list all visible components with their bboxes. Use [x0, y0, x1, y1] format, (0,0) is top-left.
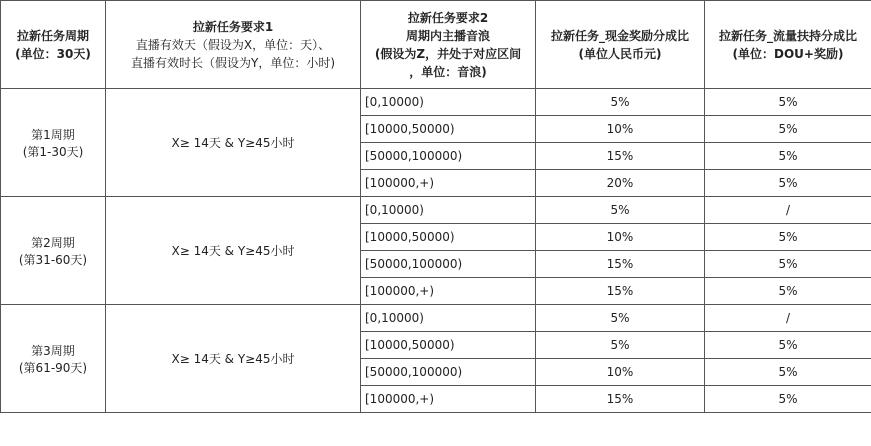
cash-cell: 15%	[536, 386, 705, 413]
header-line: 拉新任务要求2	[407, 10, 489, 25]
cash-cell: 15%	[536, 278, 705, 305]
range-cell: [50000,100000)	[361, 251, 536, 278]
header-line: ，单位：音浪)	[409, 64, 487, 79]
range-cell: [0,10000)	[361, 89, 536, 116]
traffic-cell: 5%	[705, 170, 871, 197]
header-line: 直播有效天（假设为X，单位：天）、	[135, 37, 331, 52]
cash-cell: 5%	[536, 305, 705, 332]
traffic-cell: /	[705, 197, 871, 224]
range-cell: [10000,50000)	[361, 332, 536, 359]
range-cell: [10000,50000)	[361, 224, 536, 251]
header-req1	[106, 1, 361, 89]
header-line: (单位：30天)	[15, 46, 91, 61]
period-name: 第2周期	[31, 235, 75, 250]
cash-cell: 5%	[536, 197, 705, 224]
cash-cell: 10%	[536, 359, 705, 386]
header-traffic	[705, 1, 871, 89]
range-cell: [100000,+)	[361, 170, 536, 197]
range-cell: [50000,100000)	[361, 143, 536, 170]
period-range: (第61-90天)	[18, 360, 88, 375]
traffic-cell: 5%	[705, 332, 871, 359]
traffic-cell: 5%	[705, 143, 871, 170]
period-cell	[1, 305, 106, 413]
traffic-cell: 5%	[705, 224, 871, 251]
header-line: 拉新任务周期	[16, 28, 89, 43]
period-cell	[1, 89, 106, 197]
range-cell: [50000,100000)	[361, 359, 536, 386]
requirement-cell: X≥ 14天 & Y≥45小时	[106, 89, 361, 197]
period-name: 第3周期	[31, 343, 75, 358]
range-cell: [0,10000)	[361, 305, 536, 332]
cash-cell: 15%	[536, 251, 705, 278]
traffic-cell: 5%	[705, 386, 871, 413]
requirement-cell: X≥ 14天 & Y≥45小时	[106, 305, 361, 413]
header-line: 直播有效时长（假设为Y，单位：小时)	[130, 55, 335, 70]
range-cell: [100000,+)	[361, 278, 536, 305]
range-cell: [100000,+)	[361, 386, 536, 413]
header-period	[1, 1, 106, 89]
period-name: 第1周期	[31, 127, 75, 142]
header-req2	[361, 1, 536, 89]
traffic-cell: 5%	[705, 359, 871, 386]
cash-cell: 15%	[536, 143, 705, 170]
header-line: 周期内主播音浪	[405, 28, 490, 43]
header-line: (假设为Z，并处于对应区间	[374, 46, 522, 61]
cash-cell: 5%	[536, 89, 705, 116]
traffic-cell: 5%	[705, 89, 871, 116]
table-row	[1, 89, 871, 116]
header-line: 拉新任务_现金奖励分成比	[550, 28, 689, 43]
header-line: (单位人民币元)	[578, 46, 662, 61]
traffic-cell: 5%	[705, 116, 871, 143]
period-cell	[1, 197, 106, 305]
table-row	[1, 305, 871, 332]
cash-cell: 20%	[536, 170, 705, 197]
header-line: 拉新任务_流量扶持分成比	[718, 28, 857, 43]
period-range: (第31-60天)	[18, 252, 88, 267]
cash-cell: 5%	[536, 332, 705, 359]
cash-cell: 10%	[536, 224, 705, 251]
traffic-cell: /	[705, 305, 871, 332]
header-line: 拉新任务要求1	[192, 19, 274, 34]
table-row	[1, 197, 871, 224]
range-cell: [0,10000)	[361, 197, 536, 224]
cash-cell: 10%	[536, 116, 705, 143]
period-range: (第1-30天)	[22, 144, 84, 159]
traffic-cell: 5%	[705, 251, 871, 278]
requirement-cell: X≥ 14天 & Y≥45小时	[106, 197, 361, 305]
header-cash	[536, 1, 705, 89]
range-cell: [10000,50000)	[361, 116, 536, 143]
header-line: (单位：DOU+奖励)	[732, 46, 844, 61]
header-row	[1, 1, 871, 89]
traffic-cell: 5%	[705, 278, 871, 305]
